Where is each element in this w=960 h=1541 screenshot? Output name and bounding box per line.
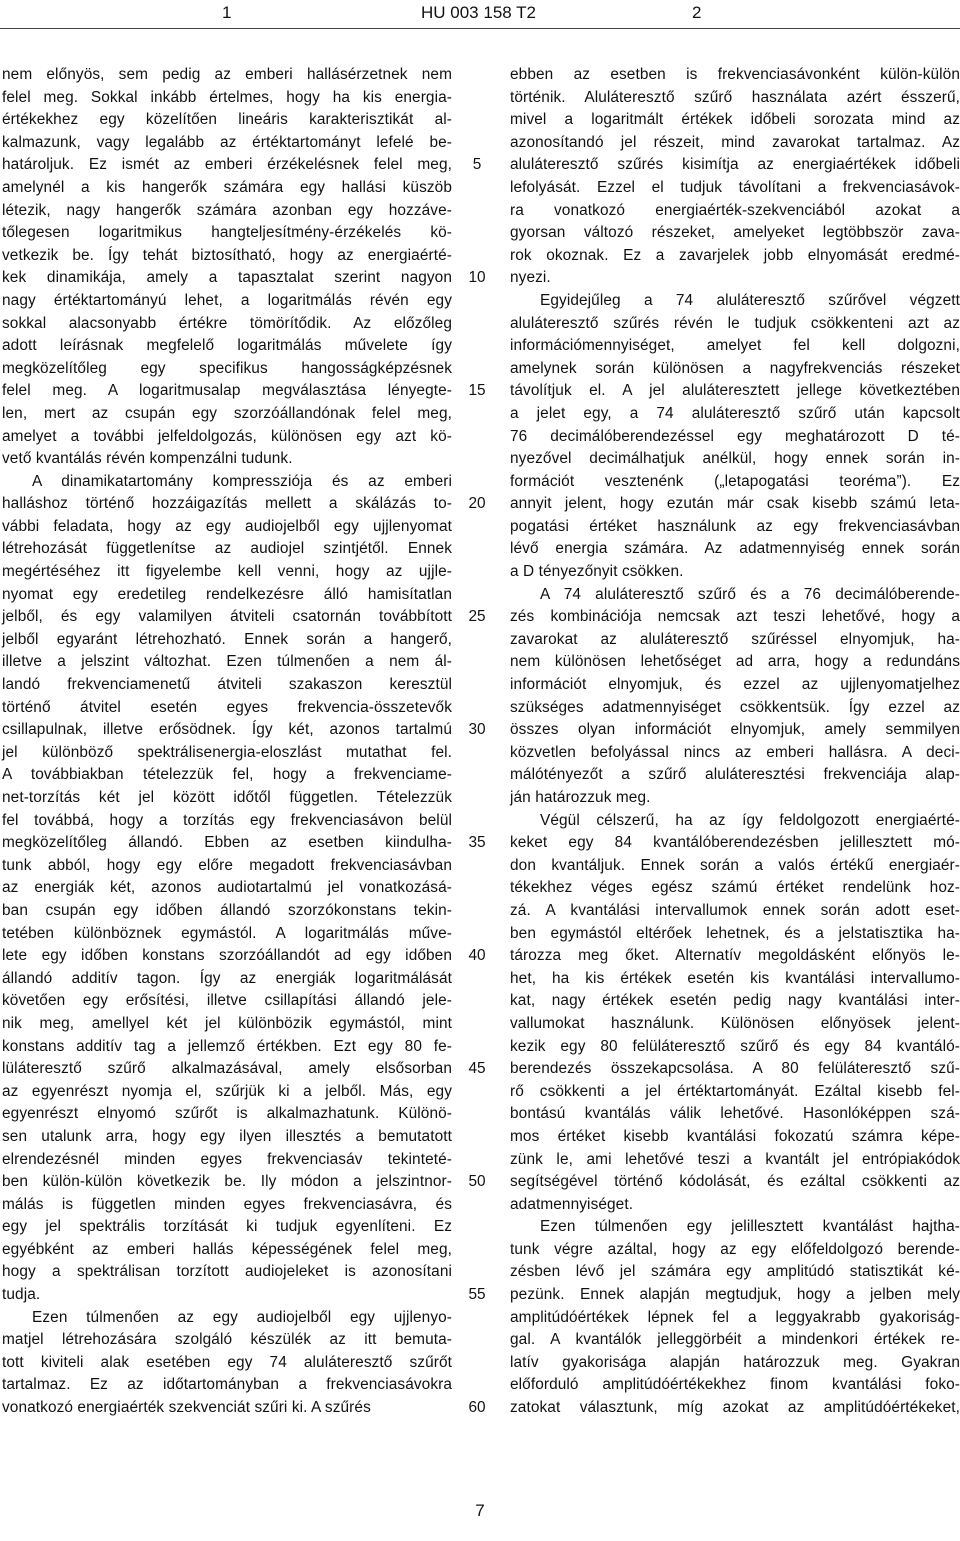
text-line: hogy a spektrálisan torzított audiojeleket is azonosítani xyxy=(2,1263,452,1281)
line-number: 25 xyxy=(468,608,486,626)
text-line: Ezen túlmenően egy jelillesztett kvantálást hajtha- xyxy=(540,1218,960,1236)
text-line: vető kvantálás révén kompenzálni tudunk. xyxy=(2,450,293,468)
text-line: az energiák két, azonos audiotartalmú jel vonatkozásá- xyxy=(2,879,452,897)
text-line: ra vonatkozó energiaérték-szekvenciából azokat a xyxy=(510,201,960,219)
text-line: jelből egyaránt létrehozható. Ennek során a hangerő, xyxy=(2,630,452,648)
text-line: zatokat választunk, míg azokat az amplitúdóértékeket, xyxy=(510,1399,960,1417)
text-line: lévő energia számára. Az adatmennyiség ennek során xyxy=(510,540,960,558)
text-line: a jelet egy, a 74 aluláteresztő szűrő után kapcsolt xyxy=(510,404,960,422)
text-line: vetkezik be. Így tehát biztosítható, hogy az energiaérté- xyxy=(2,246,452,264)
text-line: Végül célszerű, ha az így feldolgozott energiaérté- xyxy=(540,811,960,829)
left-text-column xyxy=(2,64,452,1420)
text-line: kat, nagy értékek esetén pedig nagy kvantálási inter- xyxy=(510,992,960,1010)
text-line: ebben az esetben is frekvenciasávonként külön-külön xyxy=(510,66,960,83)
text-line: pogatási értéket használunk az egy frekvenciasávban xyxy=(510,517,960,535)
text-line: létrehozását függetlenítse az audiojel szintjétől. Ennek xyxy=(2,540,452,558)
text-line: zés kombinációja nemcsak azt teszi lehetővé, hogy a xyxy=(510,608,960,626)
text-line: információt elnyomjuk, és ezzel az ujjlenyomatjelhez xyxy=(510,676,960,694)
line-number: 60 xyxy=(468,1399,486,1417)
text-line: amelynél a kis hangerők számára egy hallási küszöb xyxy=(2,178,452,196)
line-number: 5 xyxy=(472,156,482,174)
text-line: amplitúdóértékek lépnek fel a leggyakrabb gyakoriság- xyxy=(510,1308,960,1326)
text-line: Ezen túlmenően az egy audiojelből egy ujjlenyo- xyxy=(32,1308,452,1326)
text-line: zavarokat az aluláteresztő szűréssel elnyomjuk, ha- xyxy=(510,630,960,648)
text-line: megértéséhez itt figyelembe kell venni, hogy az ujjle- xyxy=(2,563,452,581)
text-line: zésben lévő jel számára egy amplitúdó statisztikát ké- xyxy=(510,1263,960,1281)
text-line: tározza meg őket. Alternatív megoldásként előnyös le- xyxy=(510,947,960,965)
text-line: tudja. xyxy=(2,1286,41,1304)
text-line: követően egy erősítési, illetve csillapítási állandó jele- xyxy=(2,992,452,1010)
text-line: zá. A kvantálási intervallumok ennek során adott eset- xyxy=(510,901,960,919)
text-line: ban csupán egy időben állandó szorzókonstans tekin- xyxy=(2,901,452,919)
text-line: kezik egy 80 felüláteresztő szűrő és egy 84 kvantáló- xyxy=(510,1037,960,1055)
line-number: 20 xyxy=(468,495,486,513)
text-line: A 74 aluláteresztő szűrő és a 76 decimálóberende- xyxy=(540,585,960,603)
text-line: gyorsan változó részeket, amelyeket legtöbbször zava- xyxy=(510,224,960,242)
text-line: zünk le, ami lehetővé teszi a kvantált jel entrópiakódok xyxy=(510,1150,960,1168)
text-line: lüláteresztő szűrő alkalmazásával, amely elsősorban xyxy=(2,1060,452,1078)
text-line: A továbbiakban tételezzük fel, hogy a frekvenciame- xyxy=(2,766,452,784)
text-line: felel meg. A logaritmusalap megválasztása lényegte- xyxy=(2,382,452,400)
text-line: tott kiviteli alak esetében egy 74 aluláteresztő szűrőt xyxy=(2,1353,452,1371)
text-line: tunk abból, hogy egy előre megadott frekvenciasávban xyxy=(2,856,452,874)
text-line: tőlegesen logaritmikus hangteljesítmény-érzékelés kö- xyxy=(2,224,452,242)
text-line: lefolyását. Ezzel el tudjuk távolítani a frekvenciasávok- xyxy=(510,178,960,196)
text-line: szükséges adatmennyiséget csökkentsük. Így ezzel az xyxy=(510,698,960,716)
text-line: megközelítőleg egy specifikus hangosságképzésnek xyxy=(2,359,452,377)
text-line: málás is független minden egyes frekvenciasávra, és xyxy=(2,1195,452,1213)
line-number: 35 xyxy=(468,834,486,852)
text-line: nik meg, amellyel két jel különbözik egymástól, mint xyxy=(2,1014,452,1032)
text-line: egyenrészt elnyomó szűrőt is alkalmazhatunk. Különö- xyxy=(2,1105,452,1123)
text-line: tetében különböznek egymástól. A logaritmálás műve- xyxy=(2,924,452,942)
text-line: rok okoznak. Ez a zavarjelek jobb elnyomását eredmé- xyxy=(510,246,960,264)
text-line: 76 decimálóberendezéssel egy meghatározott D té- xyxy=(510,427,960,445)
text-line: azonosítandó jel részeit, mind zavarokat tartalmaz. Az xyxy=(510,133,960,151)
text-line: het, ha kis értékek esetén kis kvantálási intervallumo- xyxy=(510,969,960,987)
text-line: előforduló amplitúdóértékekhez finom kvantálási foko- xyxy=(510,1376,960,1394)
text-line: ján határozzuk meg. xyxy=(510,789,651,806)
text-line: formációt vesztenénk („letapogatási teoréma”). Ez xyxy=(510,472,960,490)
text-line: történik. Aluláteresztő szűrő használata azért ésszerű, xyxy=(510,88,960,106)
text-line: értékekhez egy közelítően lineáris karakterisztikát al- xyxy=(2,111,452,129)
line-number: 30 xyxy=(468,721,486,739)
text-line: segítségével történő kódolását, és ezáltal csökkenti az xyxy=(510,1173,960,1191)
text-line: ben külön-külön következik be. Ily módon a jelszintnor- xyxy=(2,1173,452,1191)
text-line: csillapulnak, illetve erősödnek. Így két, azonos tartalmú xyxy=(2,721,452,739)
text-line: don kvantáljuk. Ennek során a valós értékű energiaér- xyxy=(510,856,960,874)
text-line: len, mert az csupán egy szorzóállandónak felel meg, xyxy=(2,404,452,422)
text-line: egy jel spektrális torzítását ki tudjuk egyenlíteni. Ez xyxy=(2,1218,452,1236)
text-line: Egyidejűleg a 74 aluláteresztő szűrővel végzett xyxy=(540,291,960,309)
text-line: sokkal alacsonyabb értékre tömörítődik. Az előzőleg xyxy=(2,314,452,332)
text-line: konstans additív tag a jellemző értékben. Ezt egy 80 fe- xyxy=(2,1037,452,1055)
text-line: rő csökkenti a jel értéktartományát. Ezáltal kisebb fel- xyxy=(510,1082,960,1100)
text-line: sen utalunk arra, hogy egy ilyen illesztés a bemutatott xyxy=(2,1127,452,1145)
line-number: 40 xyxy=(468,947,486,965)
text-line: nem különösen lehetőséget ad arra, hogy a redundáns xyxy=(510,653,960,671)
text-line: gal. A kvantálók jelleggörbéit a mindenkori értékek re- xyxy=(510,1331,960,1349)
text-line: elrendezésnél minden egyes frekvenciasáv tekinteté- xyxy=(2,1150,452,1168)
text-line: illetve a jelszint változhat. Ezen túlmenően a nem ál- xyxy=(2,653,452,671)
text-line: vábbi feladata, hogy az egy audiojelből egy ujjlenyomat xyxy=(2,517,452,535)
text-line: jelből, és egy valamilyen átviteli csatornán továbbított xyxy=(2,608,452,626)
text-line: létezik, nagy hangerők számára azonban egy hozzáve- xyxy=(2,201,452,219)
text-line: nyezi. xyxy=(510,269,551,287)
text-line: nyezővel decimálhatjuk anélkül, hogy ennek során in- xyxy=(510,450,960,468)
text-line: jel különböző spektrálisenergia-eloszlást mutathat fel. xyxy=(2,743,452,761)
text-line: keket egy 84 kvantálóberendezésben jelillesztett mó- xyxy=(510,834,960,852)
text-line: bontású kvantálás válik lehetővé. Hasonlóképpen szá- xyxy=(510,1105,960,1123)
text-line: felel meg. Sokkal inkább értelmes, hogy ha kis energia- xyxy=(2,88,452,106)
text-line: tunk végre azáltal, hogy az egy előfeldolgozó berende- xyxy=(510,1240,960,1258)
text-line: fel továbbá, hogy a torzítás egy frekvenciasávon belül xyxy=(2,811,452,829)
page-number: 7 xyxy=(475,1501,485,1520)
line-number: 45 xyxy=(468,1060,486,1078)
text-line: tartalmaz. Ez az időtartományban a frekvenciasávokra xyxy=(2,1376,452,1394)
line-number-gutter xyxy=(462,0,492,1541)
text-line: mivel a logaritmált értékek időbeli sorozata mind az xyxy=(510,111,960,129)
text-line: távolítjuk el. A jel aluláteresztett jellege következtében xyxy=(510,382,960,400)
line-number: 15 xyxy=(468,382,486,400)
text-line: megközelítőleg állandó. Ebben az esetben kiindulha- xyxy=(2,834,452,852)
text-line: mos értéket kisebb kvantálási fokozatú számra képe- xyxy=(510,1127,960,1145)
text-line: amelynek során különösen a nagyfrekvenciás részeket xyxy=(510,359,960,377)
text-line: latív gyakorisága alapján határozzuk meg. Gyakran xyxy=(510,1353,960,1371)
text-line: málótényezőt a szűrő aluláteresztési frekvenciája alap- xyxy=(510,766,960,784)
text-line: tékekhez véges egész számú értéket rendelünk hoz- xyxy=(510,879,960,897)
text-line: összes olyan információt elnyomjuk, amely semmilyen xyxy=(510,721,960,739)
text-line: állandó additív tagon. Így az energiák logaritmálását xyxy=(2,969,452,987)
text-line: a D tényezőnyit csökken. xyxy=(510,563,684,581)
text-line: vonatkozó energiaérték szekvenciát szűri ki. A szűrés xyxy=(2,1399,371,1417)
text-line: történő átvitel esetén egyes frekvencia-összetevők xyxy=(2,698,452,716)
text-line: lete egy időben konstans szorzóállandót ad egy időben xyxy=(2,947,452,965)
text-line: közvetlen befolyással nincs az emberi hallásra. A deci- xyxy=(510,743,960,761)
text-line: pezünk. Ennek alapján megtudjuk, hogy a jelben mely xyxy=(510,1286,960,1304)
text-line: aluláteresztő szűrés kisimítja az energiaértékek időbeli xyxy=(510,156,960,174)
text-line: aluláteresztő szűrés révén le tudjuk csökkenteni azt az xyxy=(510,314,960,332)
text-line: A dinamikatartomány kompressziója és az emberi xyxy=(32,472,452,490)
text-line: kalmazunk, vagy legalább az értéktartományt lefelé be- xyxy=(2,133,452,151)
text-line: berendezés összekapcsolása. A 80 felüláteresztő szű- xyxy=(510,1060,960,1078)
text-line: adott leírásnak megfelelő logaritmálás művelete így xyxy=(2,337,452,355)
right-text-column xyxy=(510,64,960,1420)
text-line: információmennyiséget, amelyet fel kell dolgozni, xyxy=(510,337,960,355)
text-line: adatmennyiséget. xyxy=(510,1195,634,1213)
line-number: 50 xyxy=(468,1173,486,1191)
text-line: landó frekvenciamenetű átviteli szakaszon keresztül xyxy=(2,676,452,694)
left-column-number: 1 xyxy=(222,3,232,22)
text-line: nyomat egy eredetileg rendelkezésre álló hamisítatlan xyxy=(2,585,452,603)
text-line: határoljuk. Ez ismét az emberi érzékelésnek felel meg, xyxy=(2,156,452,174)
right-column-number: 2 xyxy=(692,3,702,22)
text-line: halláshoz történő hozzáigazítás mellett a skálázás to- xyxy=(2,495,452,513)
text-line: egyébként az emberi hallás képességének felel meg, xyxy=(2,1240,452,1258)
line-number: 10 xyxy=(468,269,486,287)
text-line: kek dinamikája, amely a tapasztalat szerint nagyon xyxy=(2,269,452,287)
text-line: annyit jelent, hogy ezután már csak kisebb számú leta- xyxy=(510,495,960,513)
text-line: vallumokat használunk. Különösen előnyösek jelent- xyxy=(510,1014,960,1032)
text-line: nem előnyös, sem pedig az emberi hallásérzetnek nem xyxy=(2,66,452,83)
line-number: 55 xyxy=(468,1286,486,1304)
text-line: net-torzítás két jel között időtől független. Tételezzük xyxy=(2,789,452,806)
text-line: matjel létrehozására szolgáló készülék az itt bemuta- xyxy=(2,1331,452,1349)
text-line: nagy értéktartományú lehet, a logaritmálás révén egy xyxy=(2,291,452,309)
text-line: amelyet a további jelfeldolgozás, különösen egy azt kö- xyxy=(2,427,452,445)
text-line: az egyenrészt nyomja el, szűrjük ki a jelből. Más, egy xyxy=(2,1082,452,1100)
text-line: ben egymástól eltérőek lehetnek, és a jelstatisztika ha- xyxy=(510,924,960,942)
document-id: HU 003 158 T2 xyxy=(421,3,536,22)
